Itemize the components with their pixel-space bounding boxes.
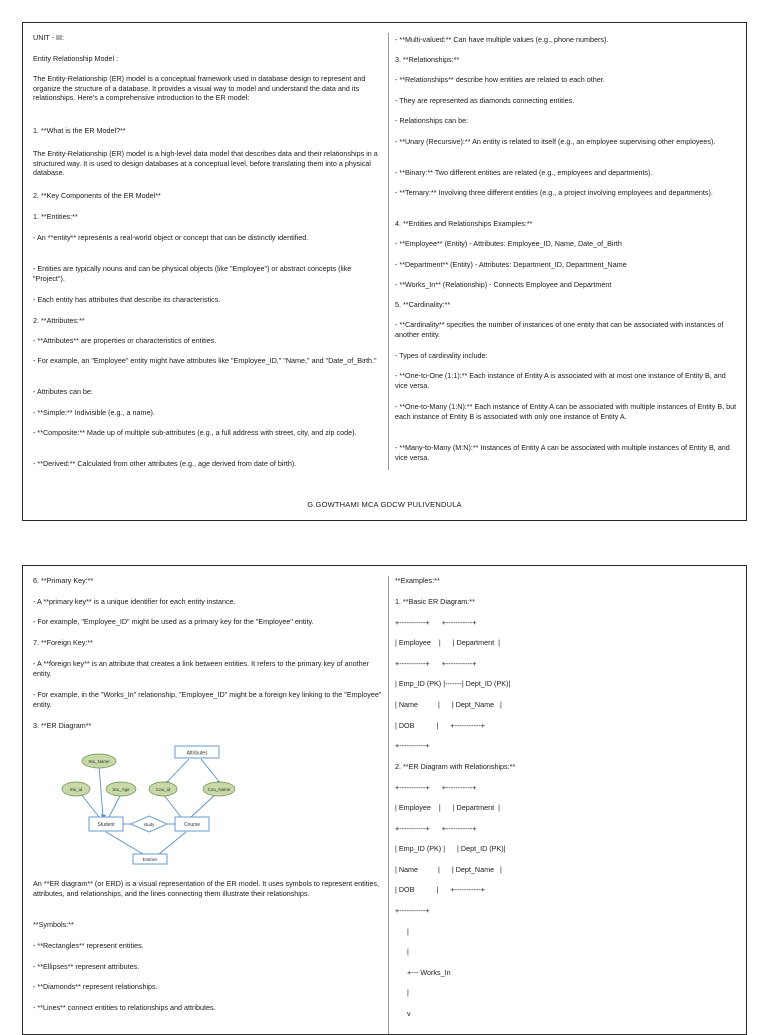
foreign-key-point-2: - For example, in the "Works_In" relationship, "Employee_ID" might be a foreign key linking to the "Employee" entity. [33,690,382,709]
cardinality-one-to-many: - **One-to-Many (1:N):** Each instance of Entity A can be associated with multiple instances of Entity B, but each instance of Entity B is associated with only one instance of Entity A. [395,402,737,421]
example-employee: - **Employee** (Entity) - Attributes: Employee_ID, Name, Date_of_Birth [395,239,622,248]
attributes-point-3: - Attributes can be: [33,387,93,396]
ascii-line: +-----------+ [395,906,430,915]
ascii-line: | Name | | Dept_Name | [395,700,502,709]
ascii-line: | [395,947,409,956]
cou-name-label: Cou_Name [207,786,231,792]
heading-key-components: 2. **Key Components of the ER Model** [33,191,161,200]
relationships-point-2: - They are represented as diamonds connecting entities. [395,96,575,105]
ascii-line: +-----------+ +-----------+ [395,618,477,627]
entities-point-2: - Entities are typically nouns and can be physical objects (like "Employee") or abstract concepts (like "Project"). [33,264,352,283]
document-page-2 [22,565,747,1035]
relationships-ternary: - **Ternary:** Involving three different entities (e.g., a project involving employees and departments). [395,188,713,197]
stu-name-label: Stu_Name [88,758,110,764]
cardinality-types: - Types of cardinality include: [395,351,488,360]
ascii-line: +--- Works_In [395,968,451,977]
example-works-in: - **Works_In** (Relationship) - Connects Employee and Department [395,280,612,289]
unit-heading: UNIT - III: [33,33,65,42]
symbol-lines: - **Lines** connect entities to relationships and attributes. [33,1003,216,1012]
heading-attributes: 2. **Attributes:** [33,316,85,325]
cou-id-label: Cou_id [155,786,171,792]
column-divider [388,33,389,470]
course-label: Course [183,822,201,828]
ascii-line: +-----------+ +-----------+ [395,783,477,792]
attributes-simple: - **Simple:** Indivisible (e.g., a name). [33,408,155,417]
relationships-point-3: - Relationships can be: [395,116,469,125]
entities-label: Entities [142,857,158,862]
page2-right-column [395,566,740,1034]
cardinality-many-to-many: - **Many-to-Many (M:N):** Instances of Entity A can be associated with multiple instances of Entity B, and vice versa. [395,443,730,462]
primary-key-point-1: - A **primary key** is a unique identifier for each entity instance. [33,597,236,606]
symbol-diamonds: - **Diamonds** represent relationships. [33,982,158,991]
ascii-line: | Employee | | Department | [395,638,500,647]
cardinality-point-1: - **Cardinality** specifies the number of instances of one entity that can be associated with instances of another entity. [395,320,724,339]
intro-paragraph: The Entity-Relationship (ER) model is a conceptual framework used in database design to represent and organize the structure of a database. It provides a visual way to model and understand the data and its relationships. Here's a comprehensive introduction to the ER model: [33,74,366,103]
attributes-point-2: - For example, an "Employee" entity might have attributes like "Employee_ID," "Name," and "Date_of_Birth." [33,356,377,365]
example-department: - **Department** (Entity) - Attributes: Department_ID, Department_Name [395,260,627,269]
symbol-rectangles: - **Rectangles** represent entities. [33,941,144,950]
heading-primary-key: 6. **Primary Key:** [33,576,94,585]
heading-er-diagram: 3. **ER Diagram** [33,721,92,730]
basic-er-heading: 1. **Basic ER Diagram:** [395,597,475,606]
cardinality-one-to-one: - **One-to-One (1:1):** Each instance of Entity A is associated with at most one instance of Entity B, and vice versa. [395,371,726,390]
page-footer: G.GOWTHAMI MCA GDCW PULIVENDULA [307,500,462,509]
attributes-multivalued: - **Multi-valued:** Can have multiple values (e.g., phone numbers). [395,35,609,44]
page2-left-column [33,566,383,1034]
stu-id-label: Stu_id [69,786,83,792]
attributes-derived: - **Derived:** Calculated from other attributes (e.g., age derived from date of birth). [33,459,297,468]
attributes-label: Attributes [186,750,208,757]
ascii-line: | DOB | +-----------+ [395,885,485,894]
stu-age-label: Stu_Age [112,786,130,792]
ascii-line: +-----------+ +-----------+ [395,659,477,668]
attributes-composite: - **Composite:** Made up of multiple sub-attributes (e.g., a full address with street, city, and zip code). [33,428,357,437]
column-divider [388,576,389,1034]
entities-point-3: - Each entity has attributes that describe its characteristics. [33,295,221,304]
section-title: Entity Relationship Model : [33,54,119,63]
attributes-point-1: - **Attributes** are properties or characteristics of entities. [33,336,217,345]
ascii-line: | [395,927,409,936]
ascii-line: +-----------+ [395,741,430,750]
ascii-line: | Name | | Dept_Name | [395,865,502,874]
relationships-unary: - **Unary (Recursive):** An entity is related to itself (e.g., an employee supervising other employees). [395,137,716,146]
er-relationships-heading: 2. **ER Diagram with Relationships:** [395,762,516,771]
ascii-line: | DOB | +-----------+ [395,721,485,730]
symbols-heading: **Symbols:** [33,920,74,929]
heading-relationships: 3. **Relationships:** [395,55,460,64]
ascii-line: | Emp_ID (PK) | | Dept_ID (PK)| [395,844,506,853]
heading-entities: 1. **Entities:** [33,212,78,221]
foreign-key-point-1: - A **foreign key** is an attribute that creates a link between entities. It refers to the primary key of another entity. [33,659,369,678]
examples-heading: **Examples:** [395,576,440,585]
heading-what-is-er: 1. **What is the ER Model?** [33,126,126,135]
heading-foreign-key: 7. **Foreign Key:** [33,638,93,647]
ascii-line: +-----------+ +-----------+ [395,824,477,833]
heading-examples: 4. **Entities and Relationships Examples:** [395,219,533,228]
relationships-point-1: - **Relationships** describe how entities are related to each other. [395,75,605,84]
er-definition-paragraph: The Entity-Relationship (ER) model is a high-level data model that describes data and their relationships in a structured way. It is used to design databases at a conceptual level, before translating them into a physical database. [33,149,378,178]
relationships-binary: - **Binary:** Two different entities are related (e.g., employees and departments). [395,168,653,177]
primary-key-point-2: - For example, "Employee_ID" might be used as a primary key for the "Employee" entity. [33,617,314,626]
er-diagram-figure [51,736,251,868]
symbol-ellipses: - **Ellipses** represent attributes. [33,962,140,971]
entities-point-1: - An **entity** represents a real-world object or concept that can be distinctly identified. [33,233,309,242]
student-label: Student [97,822,115,828]
document-page-1 [22,22,747,521]
heading-cardinality: 5. **Cardinality:** [395,300,451,309]
page1-left-column [33,23,383,520]
ascii-line: | Employee | | Department | [395,803,500,812]
page1-right-column [395,23,740,520]
ascii-line: | [395,988,409,997]
ascii-line: | Emp_ID (PK) |-------| Dept_ID (PK)| [395,679,511,688]
ascii-line: v [395,1009,411,1018]
study-label: study [143,821,155,827]
er-diagram-paragraph: An **ER diagram** (or ERD) is a visual representation of the ER model. It uses symbols to represent entities, attributes, and relationships, and the lines connecting them illustrate their relationships. [33,879,379,898]
